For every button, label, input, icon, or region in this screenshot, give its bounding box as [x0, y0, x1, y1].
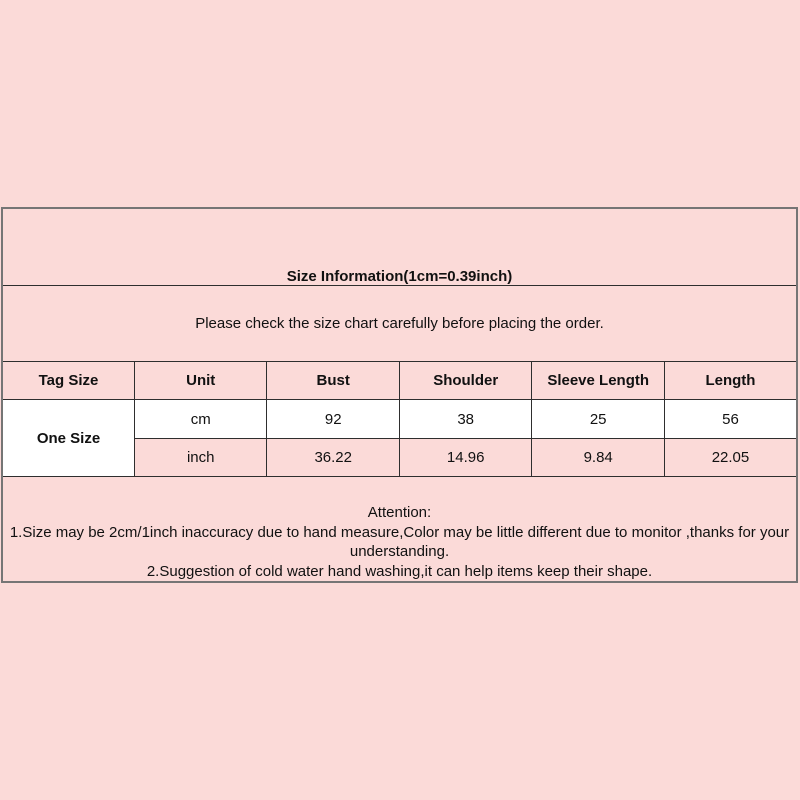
- shoulder-inch-value: 14.96: [399, 439, 531, 477]
- column-header-unit: Unit: [134, 362, 266, 400]
- sleeve-length-cm-value: 25: [532, 400, 664, 439]
- attention-heading: Attention:: [367, 504, 432, 521]
- tag-size-value: One Size: [2, 400, 134, 477]
- shoulder-cm-value: 38: [399, 400, 531, 439]
- column-header-sleeve-length: Sleeve Length: [532, 362, 664, 400]
- attention-section: [2, 477, 797, 583]
- table-row-cm: [2, 400, 797, 439]
- unit-inch-label: inch: [134, 439, 266, 477]
- title-row: [2, 208, 797, 286]
- column-header-bust: Bust: [267, 362, 399, 400]
- size-chart-subtitle: Please check the size chart carefully before placing the order.: [2, 286, 797, 362]
- length-cm-value: 56: [664, 400, 797, 439]
- size-table: [1, 207, 798, 583]
- attention-line-1: 1.Size may be 2cm/1inch inaccuracy due to hand measure,Color may be little different due to monitor ,thanks for your understanding.: [9, 523, 790, 560]
- attention-line-2: 2.Suggestion of cold water hand washing,it can help items keep their shape.: [146, 562, 653, 580]
- column-header-tag-size: Tag Size: [2, 362, 134, 400]
- sleeve-length-inch-value: 9.84: [532, 439, 664, 477]
- column-header-shoulder: Shoulder: [399, 362, 531, 400]
- size-chart-panel: [1, 207, 798, 583]
- length-inch-value: 22.05: [664, 439, 797, 477]
- attention-text-block: [3, 503, 796, 581]
- unit-cm-label: cm: [134, 400, 266, 439]
- bust-cm-value: 92: [267, 400, 399, 439]
- table-header-row: [2, 362, 797, 400]
- size-chart-title: Size Information(1cm=0.39inch): [2, 208, 797, 286]
- column-header-length: Length: [664, 362, 797, 400]
- subtitle-row: [2, 286, 797, 362]
- bust-inch-value: 36.22: [267, 439, 399, 477]
- attention-row: [2, 477, 797, 583]
